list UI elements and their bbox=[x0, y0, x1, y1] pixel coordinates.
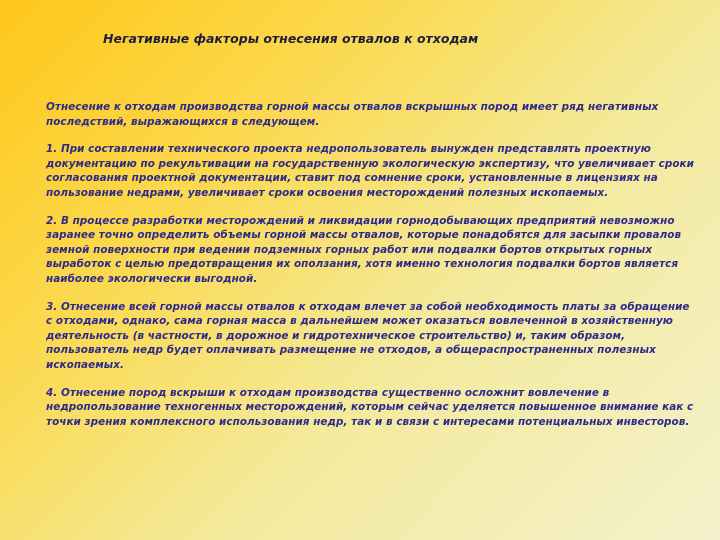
point-3-paragraph: 3. Отнесение всей горной массы отвалов к отходам влечет за собой необходимость платы за обращение с отходами, однако, сама горная масса в дальнейшем может оказаться вовлеченной в хозяйственную деятельность (в частности, в дорожное и гидротехническое строительство) и, таким образом, пользователь недр будет оплачивать размещение не отходов, а общераспространенных полезных ископаемых. bbox=[46, 300, 690, 371]
intro-paragraph: Отнесение к отходам производства горной массы отвалов вскрышных пород имеет ряд негативных последствий, выражающихся в следующем. bbox=[46, 101, 659, 128]
point-2-paragraph: 2. В процессе разработки месторождений и ликвидации горнодобывающих предприятий невозможно заранее точно определить объемы горной массы отвалов, которые понадобятся для засыпки провалов земной поверхности при ведении подземных горных работ или подвалки бортов открытых горных выработок с целью предотвращения их оползания, хотя именно технология подвалки бортов является наиболее экологически выгодной. bbox=[46, 214, 682, 285]
slide-title: Негативные факторы отнесения отвалов к отходам bbox=[103, 31, 479, 46]
point-4-paragraph: 4. Отнесение пород вскрыши к отходам производства существенно осложнит вовлечение в недропользование техногенных месторождений, которым сейчас уделяется повышенное внимание как с точки зрения комплексного использования недр, так и в связи с интересами потенциальных инвесторов. bbox=[46, 386, 694, 428]
slide-body bbox=[46, 100, 698, 442]
point-1-paragraph: 1. При составлении технического проекта недропользователь вынужден представлять проектную документацию по рекультивации на государственную экологическую экспертизу, что увеличивает сроки согласования проектной документации, ставит под сомнение сроки, установленные в лицензиях на пользование недрами, увеличивает сроки освоения месторождений полезных ископаемых. bbox=[46, 143, 694, 199]
